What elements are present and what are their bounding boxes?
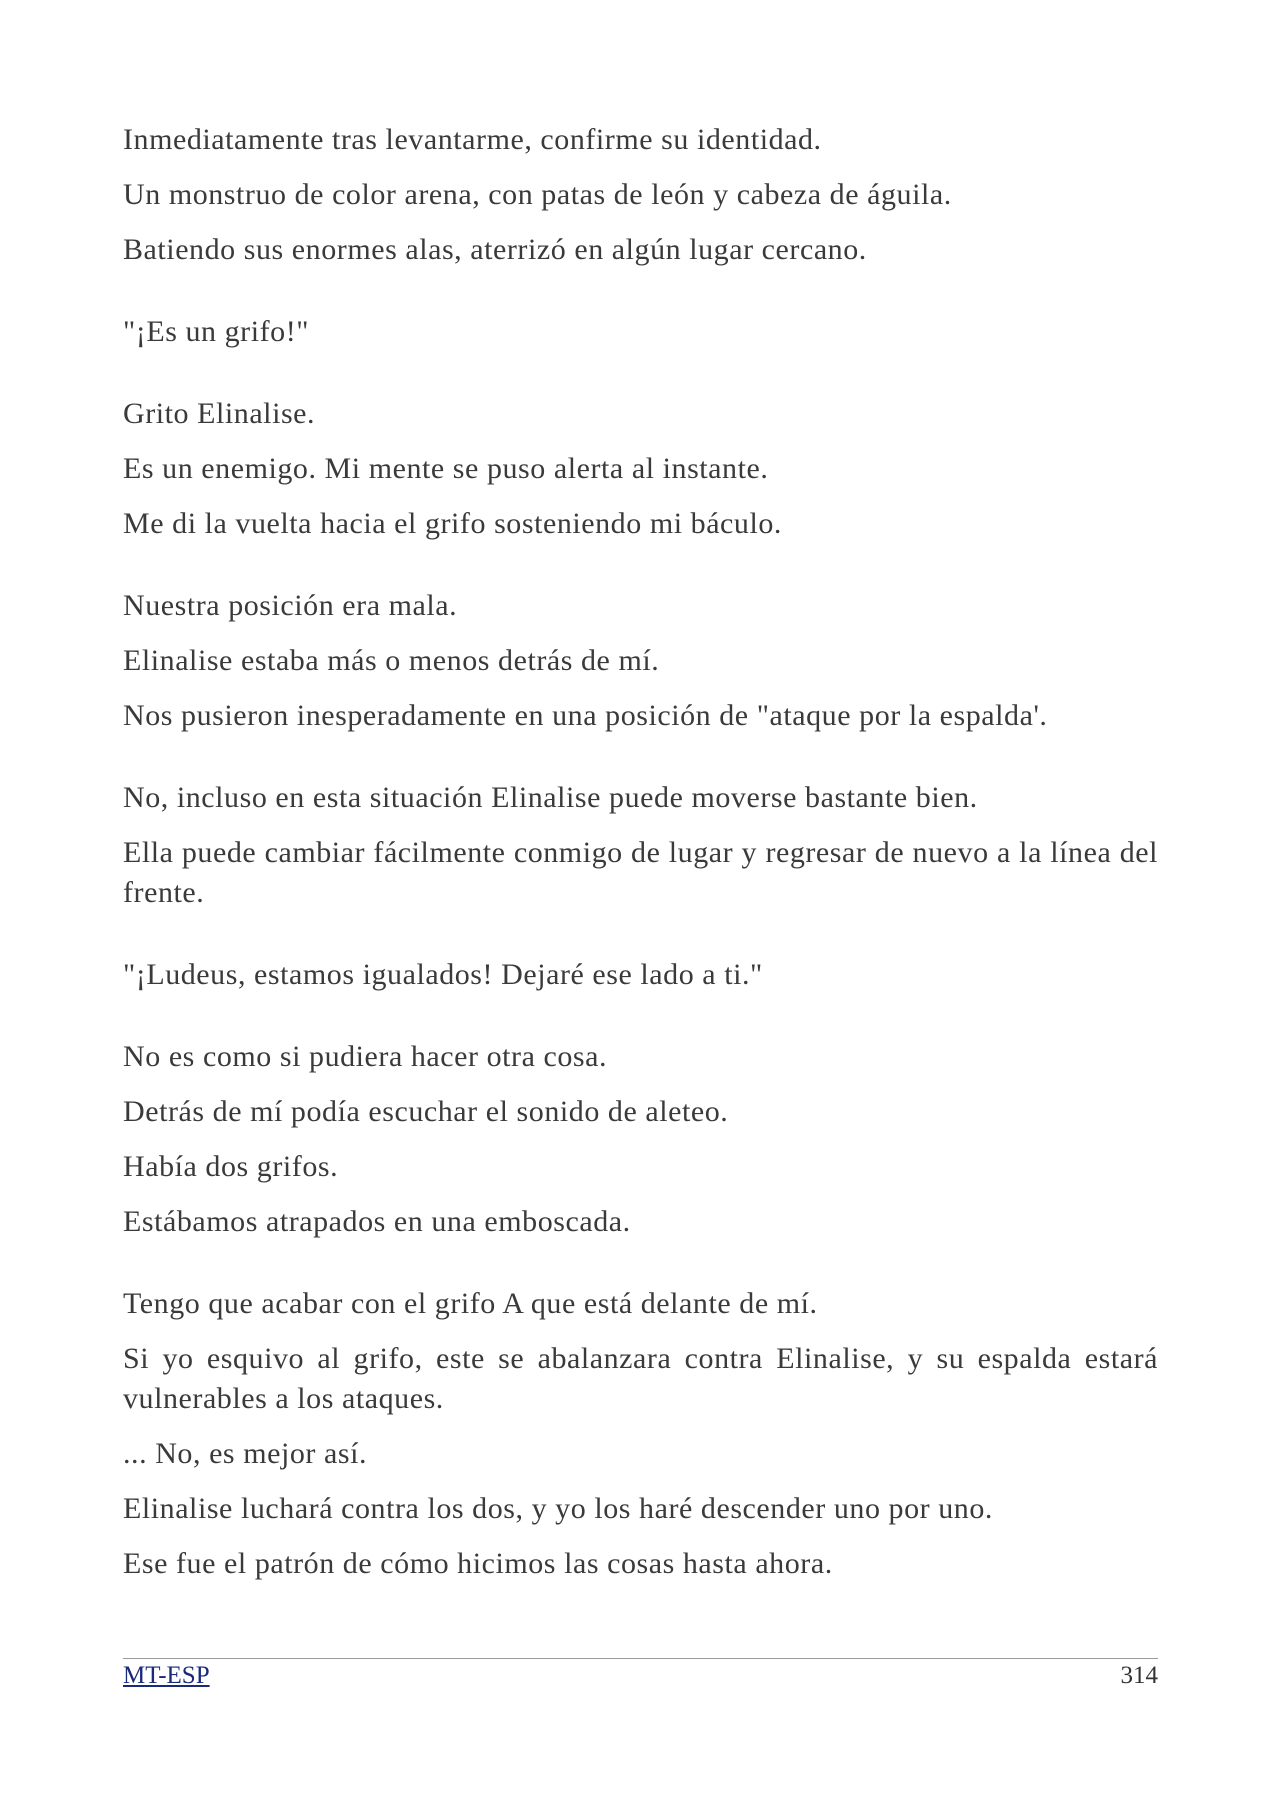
paragraph: Elinalise luchará contra los dos, y yo los haré descender uno por uno. xyxy=(123,1492,993,1525)
dialogue-line: "¡Ludeus, estamos igualados! Dejaré ese lado a ti." xyxy=(123,958,763,991)
paragraph: Un monstruo de color arena, con patas de león y cabeza de águila. xyxy=(123,178,952,211)
paragraph: Ese fue el patrón de cómo hicimos las cosas hasta ahora. xyxy=(123,1547,833,1580)
body-text xyxy=(123,120,1158,1599)
paragraph: No es como si pudiera hacer otra cosa. xyxy=(123,1040,608,1073)
footer-divider xyxy=(123,1658,1158,1659)
paragraph: No, incluso en esta situación Elinalise puede moverse bastante bien. xyxy=(123,781,978,814)
paragraph: Elinalise estaba más o menos detrás de mí. xyxy=(123,644,660,677)
paragraph: Tengo que acabar con el grifo A que está delante de mí. xyxy=(123,1287,818,1320)
paragraph: Inmediatamente tras levantarme, confirme su identidad. xyxy=(123,123,822,156)
paragraph: Ella puede cambiar fácilmente conmigo de lugar y regresar de nuevo a la línea del frente. xyxy=(123,836,1158,909)
paragraph: Estábamos atrapados en una emboscada. xyxy=(123,1205,631,1238)
page-number: 314 xyxy=(1120,1662,1158,1689)
dialogue-line: "¡Es un grifo!" xyxy=(123,315,310,348)
paragraph: Me di la vuelta hacia el grifo sosteniendo mi báculo. xyxy=(123,507,782,540)
paragraph: Nuestra posición era mala. xyxy=(123,589,458,622)
paragraph: ... No, es mejor así. xyxy=(123,1437,368,1470)
paragraph: Si yo esquivo al grifo, este se abalanzara contra Elinalise, y su espalda estará vulnerables a los ataques. xyxy=(123,1342,1158,1415)
source-link[interactable]: MT-ESP xyxy=(123,1662,210,1689)
paragraph: Grito Elinalise. xyxy=(123,397,316,430)
paragraph: Había dos grifos. xyxy=(123,1150,339,1183)
paragraph: Nos pusieron inesperadamente en una posición de "ataque por la espalda'. xyxy=(123,699,1048,732)
paragraph: Batiendo sus enormes alas, aterrizó en algún lugar cercano. xyxy=(123,233,867,266)
paragraph: Es un enemigo. Mi mente se puso alerta al instante. xyxy=(123,452,769,485)
paragraph: Detrás de mí podía escuchar el sonido de aleteo. xyxy=(123,1095,729,1128)
